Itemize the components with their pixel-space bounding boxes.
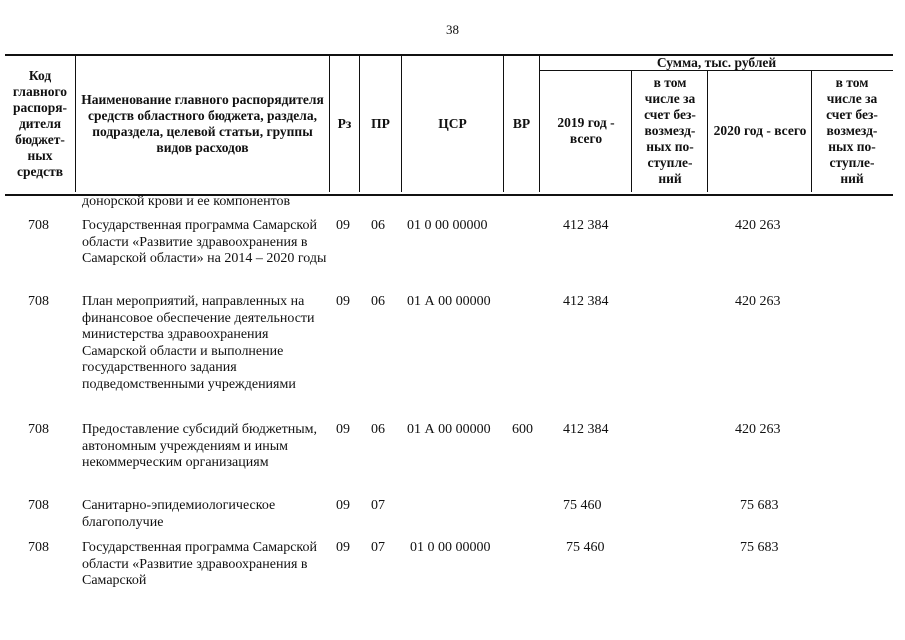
row-code: 708 xyxy=(28,218,49,233)
column-divider xyxy=(631,71,632,192)
page-number: 38 xyxy=(446,22,459,37)
row-rz: 09 xyxy=(336,540,350,555)
row-pr: 06 xyxy=(371,218,385,233)
column-divider xyxy=(539,54,540,192)
row-code: 708 xyxy=(28,540,49,555)
row-total-2019: 75 460 xyxy=(566,540,605,555)
row-rz: 09 xyxy=(336,422,350,437)
row-total-2019: 412 384 xyxy=(563,294,609,309)
header-sum: Сумма, тыс. рублей xyxy=(656,54,777,70)
row-total-2020: 75 683 xyxy=(740,540,779,555)
carry-over-text: донорской крови и ее компонентов xyxy=(82,194,291,209)
row-rz: 09 xyxy=(336,218,350,233)
row-code: 708 xyxy=(28,422,49,437)
row-csr: 01 А 00 00000 xyxy=(407,294,491,309)
row-name: План мероприятий, направленных на финансовое обеспечение деятельности министерства здравоохранения Самарской области и выполнение государственного задания подведомственными учреждениями xyxy=(82,294,315,392)
row-total-2020: 75 683 xyxy=(740,498,779,513)
header-vr: ВР xyxy=(512,116,531,131)
row-vr: 600 xyxy=(512,422,533,437)
row-name: Государственная программа Самарской области «Развитие здравоохранения в Самарской области» на 2014 – 2020 годы xyxy=(82,218,327,266)
row-rz: 09 xyxy=(336,498,350,513)
header-total-2020: 2020 год - всего xyxy=(713,123,807,138)
row-name: Государственная программа Самарской области «Развитие здравоохранения в Самарской xyxy=(82,540,318,588)
row-name: Предоставление субсидий бюджетным, автономным учреждениям и иным некоммерческим организациям xyxy=(82,422,318,470)
row-pr: 07 xyxy=(371,498,385,513)
row-total-2019: 412 384 xyxy=(563,422,609,437)
column-divider xyxy=(707,71,708,192)
header-pr: ПР xyxy=(371,116,390,131)
row-total-2019: 412 384 xyxy=(563,218,609,233)
row-total-2020: 420 263 xyxy=(735,422,781,437)
header-rz: Рз xyxy=(337,116,352,131)
row-pr: 06 xyxy=(371,294,385,309)
header-gratis-2020: в том числе за счет без-возмезд-ных по-ступле-ний xyxy=(826,75,878,186)
row-pr: 07 xyxy=(371,540,385,555)
row-csr: 01 0 00 00000 xyxy=(407,218,488,233)
header-csr: ЦСР xyxy=(438,116,467,131)
column-divider xyxy=(811,71,812,192)
row-code: 708 xyxy=(28,294,49,309)
row-code: 708 xyxy=(28,498,49,513)
row-csr: 01 А 00 00000 xyxy=(407,422,491,437)
row-name: Санитарно-эпидемиологическое благополучие xyxy=(82,498,276,530)
row-total-2020: 420 263 xyxy=(735,294,781,309)
header-gratis-2019: в том числе за счет без-возмезд-ных по-ступле-ний xyxy=(644,75,696,186)
header-name: Наименование главного распорядителя средств областного бюджета, раздела, подраздела, целевой статьи, группы видов расходов xyxy=(81,92,324,155)
row-csr: 01 0 00 00000 xyxy=(410,540,491,555)
header-code: Код главного распоря-дителя бюджет-ных средств xyxy=(12,68,68,179)
row-total-2020: 420 263 xyxy=(735,218,781,233)
row-rz: 09 xyxy=(336,294,350,309)
column-divider xyxy=(75,54,76,192)
row-pr: 06 xyxy=(371,422,385,437)
row-total-2019: 75 460 xyxy=(563,498,602,513)
header-total-2019: 2019 год - всего xyxy=(557,115,615,146)
